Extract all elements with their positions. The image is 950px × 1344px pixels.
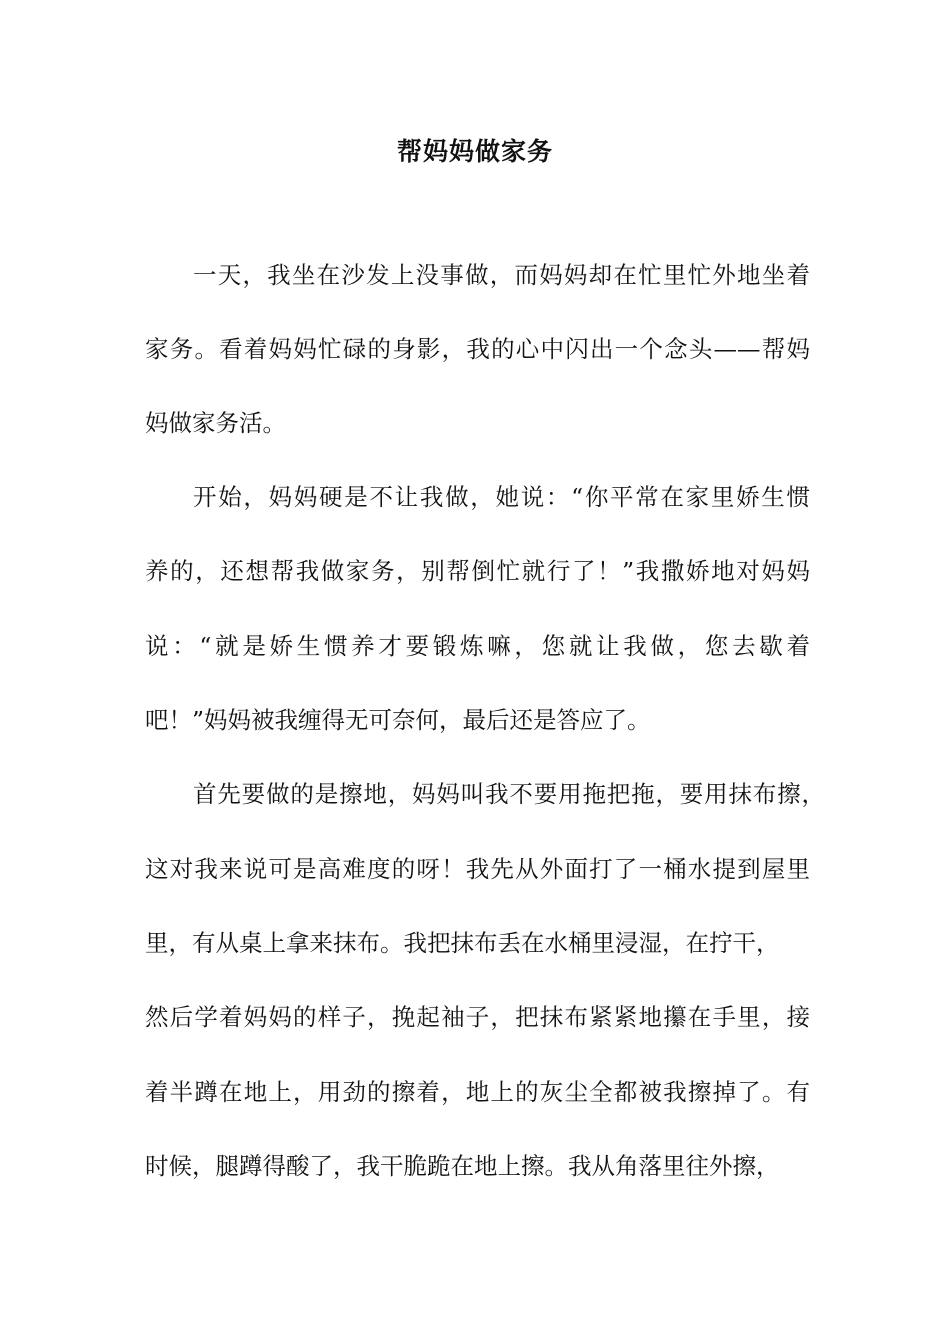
- paragraph-line: 养的，还想帮我做家务，别帮倒忙就行了！”我撒娇地对妈妈: [145, 557, 810, 585]
- paragraph-line: 着半蹲在地上，用劲的擦着，地上的灰尘全都被我擦掉了。有: [145, 1078, 810, 1106]
- paragraph-line: 这对我来说可是高难度的呀！我先从外面打了一桶水提到屋里: [145, 855, 810, 883]
- paragraph-line: 时候，腿蹲得酸了，我干脆跪在地上擦。我从角落里往外擦，: [145, 1152, 780, 1180]
- paragraph-line: 然后学着妈妈的样子，挽起袖子，把抹布紧紧地攥在手里，接: [145, 1003, 810, 1031]
- paragraph-line: 开始，妈妈硬是不让我做，她说：“你平常在家里娇生惯: [193, 483, 810, 511]
- paragraph-line: 妈做家务活。: [145, 409, 286, 437]
- paragraph-line: 家务。看着妈妈忙碌的身影，我的心中闪出一个念头——帮妈: [145, 335, 810, 363]
- paragraph-line: 里，有从桌上拿来抹布。我把抹布丢在水桶里浸湿，在拧干，: [145, 929, 780, 957]
- paragraph-line: 首先要做的是擦地，妈妈叫我不要用拖把拖，要用抹布擦，: [193, 780, 825, 808]
- document-title: 帮妈妈做家务: [396, 137, 553, 166]
- paragraph-line: 吧！”妈妈被我缠得无可奈何，最后还是答应了。: [145, 706, 651, 734]
- paragraph-line: 一天，我坐在沙发上没事做，而妈妈却在忙里忙外地坐着: [193, 261, 810, 289]
- paragraph-line: 说：“就是娇生惯养才要锻炼嘛，您就让我做，您去歇着: [145, 632, 810, 660]
